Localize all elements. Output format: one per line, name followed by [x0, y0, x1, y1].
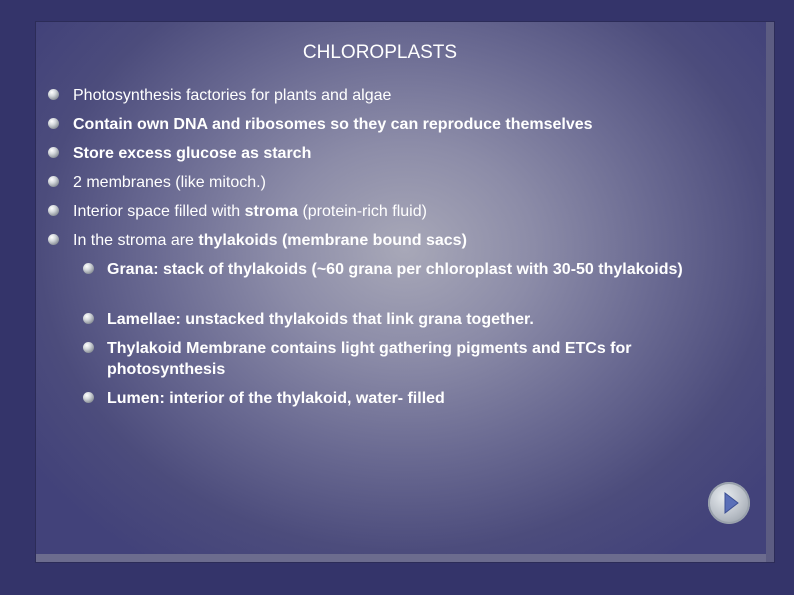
sub-bullet-text: Thylakoid Membrane contains light gathering pigments and ETCs for photosynthesis [107, 340, 632, 378]
bullet-text-part: Photosynthesis factories for plants and algae [73, 87, 392, 104]
bullet-icon [48, 205, 59, 216]
bullet-text [73, 85, 753, 106]
sub-bullet-text: Grana: stack of thylakoids (~60 grana per chloroplast with 30-50 thylakoids) [107, 261, 683, 278]
bullet-text [73, 201, 753, 222]
sub-bullet-icon [83, 263, 94, 274]
sub-bullet-icon [83, 342, 94, 353]
bullet-icon [48, 118, 59, 129]
bullet-text [73, 114, 753, 135]
bullet-text [73, 143, 753, 164]
bullet-text [73, 230, 753, 251]
bullet-text-part: Interior space filled with [73, 203, 245, 220]
bullet-text-part: stroma [244, 203, 298, 220]
next-slide-button[interactable] [708, 482, 750, 524]
bullet-text-part: Contain own DNA and ribosomes so they can reproduce themselves [73, 116, 593, 133]
slide-edge-right [766, 22, 774, 562]
sub-bullet-icon [83, 313, 94, 324]
bullet-icon [48, 176, 59, 187]
bullet-text-part: Store excess glucose as starch [73, 145, 312, 162]
chevron-right-icon [708, 482, 750, 524]
sub-bullet-icon [83, 392, 94, 403]
bullet-icon [48, 147, 59, 158]
bullet-text-part: thylakoids (membrane bound sacs) [198, 232, 467, 249]
sub-bullet-text: Lumen: interior of the thylakoid, water- filled [107, 390, 445, 407]
bullet-text-part: (protein-rich fluid) [298, 203, 427, 220]
slide-edge-bottom [36, 554, 774, 562]
bullet-text-part: 2 membranes (like mitoch.) [73, 174, 266, 191]
bullet-icon [48, 89, 59, 100]
slide-title: CHLOROPLASTS [302, 42, 458, 63]
bullet-icon [48, 234, 59, 245]
bullet-text [73, 172, 753, 193]
bullet-text-part: In the stroma are [73, 232, 199, 249]
sub-bullet-text: Lamellae: unstacked thylakoids that link grana together. [107, 311, 534, 328]
